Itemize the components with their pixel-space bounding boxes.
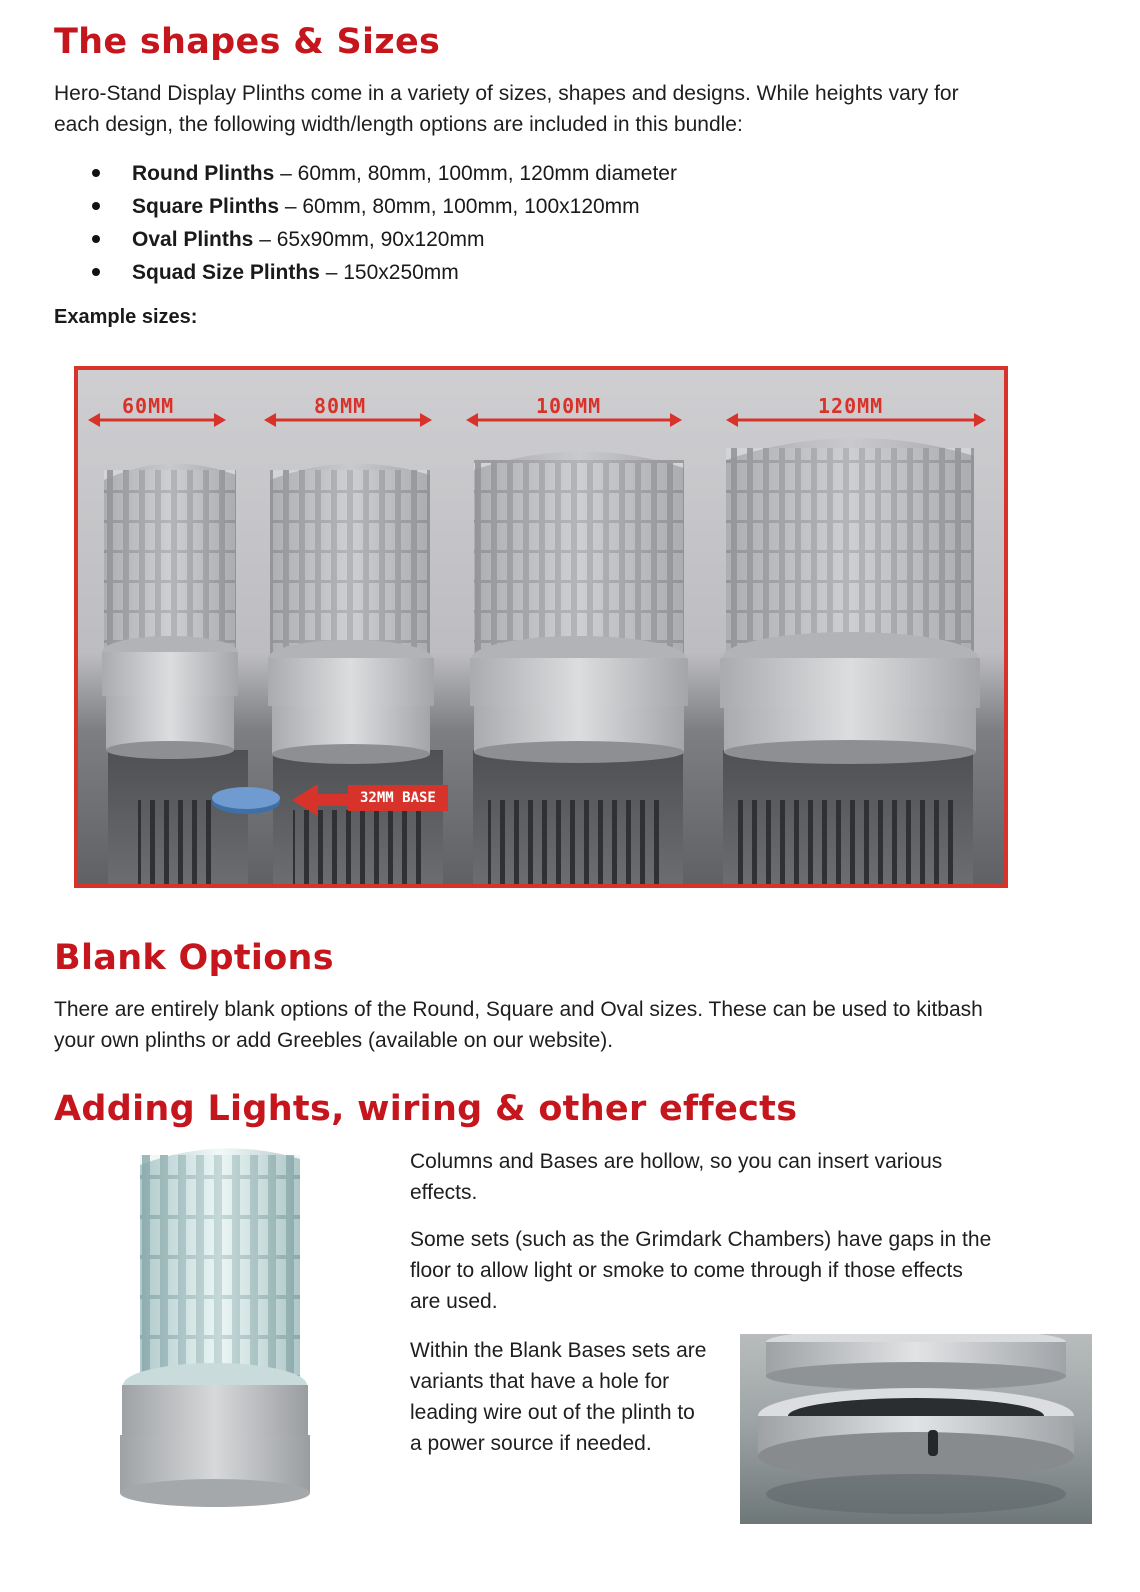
lights-paragraph-1 [410,1146,942,1208]
lit-plinth-image [110,1135,320,1515]
size-options-list [92,157,677,289]
size-label-120: 120MM [818,394,884,418]
option-name: Oval Plinths [132,228,254,251]
size-label-100: 100MM [536,394,602,418]
example-sizes-label: Example sizes: [54,306,198,328]
lit-plinth-illustration [110,1135,320,1515]
intro-line-1: Hero-Stand Display Plinths come in a variety of sizes, shapes and designs. While heights vary for [54,82,959,105]
bullet-icon [92,169,100,177]
lights-p2-line-2: floor to allow light or smoke to come through if those effects [410,1259,963,1282]
list-item [92,223,677,256]
lights-p3-line-1: Within the Blank Bases sets are [410,1339,707,1362]
intro-line-2: each design, the following width/length options are included in this bundle: [54,113,743,136]
lights-p2-line-1: Some sets (such as the Grimdark Chambers) have gaps in the [410,1228,992,1251]
heading-adding-lights: Adding Lights, wiring & other effects [54,1089,798,1129]
base-hole-image [740,1334,1092,1524]
option-name: Round Plinths [132,162,275,185]
lights-p3-line-4: a power source if needed. [410,1432,652,1455]
option-name: Squad Size Plinths [132,261,320,284]
bullet-icon [92,268,100,276]
list-item [92,157,677,190]
list-item [92,190,677,223]
option-sizes: – 150x250mm [319,261,459,284]
lights-paragraph-3 [410,1335,706,1459]
blank-line-1: There are entirely blank options of the Round, Square and Oval sizes. These can be used to kitbash [54,998,983,1021]
heading-blank-options: Blank Options [54,938,334,978]
lights-p1-line-2: effects. [410,1181,478,1204]
plinths-illustration [78,370,1004,884]
option-sizes: – 60mm, 80mm, 100mm, 120mm diameter [274,162,677,185]
lights-p3-line-2: variants that have a hole for [410,1370,670,1393]
list-item [92,256,677,289]
bullet-icon [92,202,100,210]
intro-paragraph [54,78,959,140]
base-ring-illustration [740,1334,1092,1524]
base-callout-label: 32MM BASE [348,785,448,811]
option-sizes: – 60mm, 80mm, 100mm, 100x120mm [279,195,640,218]
lights-paragraph-2 [410,1224,991,1317]
blank-line-2: your own plinths or add Greebles (available on our website). [54,1029,614,1052]
option-sizes: – 65x90mm, 90x120mm [253,228,485,251]
heading-shapes-sizes: The shapes & Sizes [54,22,441,62]
lights-p2-line-3: are used. [410,1290,498,1313]
bullet-icon [92,235,100,243]
lights-p1-line-1: Columns and Bases are hollow, so you can insert various [410,1150,943,1173]
option-name: Square Plinths [132,195,280,218]
example-sizes-image [74,366,1008,888]
blank-options-paragraph [54,994,983,1056]
lights-p3-line-3: leading wire out of the plinth to [410,1401,695,1424]
size-label-80: 80MM [314,394,367,418]
size-label-60: 60MM [122,394,175,418]
